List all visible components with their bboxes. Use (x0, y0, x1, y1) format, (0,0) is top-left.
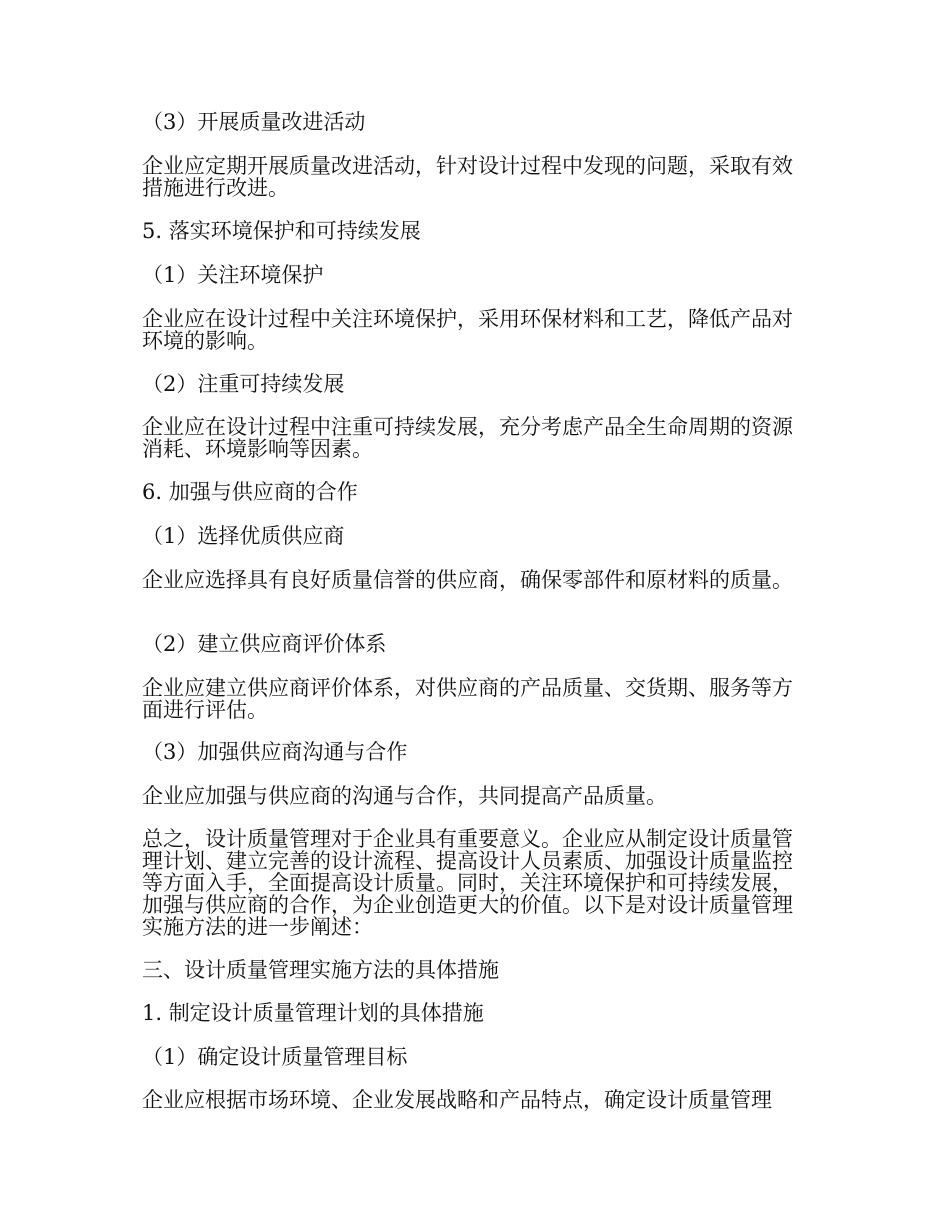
paragraph-summary: 总之，设计质量管理对于企业具有重要意义。企业应从制定设计质量管理计划、建立完善的设计流程、提高设计人员素质、加强设计质量监控等方面入手，全面提高设计质量。同时，关注环境保护和可持续发展，加强与供应商的合作，为企业创造更大的价值。以下是对设计质量管理实施方法的进一步阐述： (142, 827, 793, 939)
subheading-improvement-activities: （3）开展质量改进活动 (142, 110, 366, 134)
paragraph-environment-protection: 企业应在设计过程中关注环境保护，采用环保材料和工艺，降低产品对环境的影响。 (142, 307, 793, 353)
paragraph-supplier-communication: 企业应加强与供应商的沟通与合作，共同提高产品质量。 (142, 784, 667, 808)
paragraph-quality-goals: 企业应根据市场环境、企业发展战略和产品特点，确定设计质量管理 (142, 1088, 772, 1112)
paragraph-improvement-activities: 企业应定期开展质量改进活动，针对设计过程中发现的问题，采取有效措施进行改进。 (142, 154, 793, 200)
subheading-supplier-communication: （3）加强供应商沟通与合作 (142, 740, 408, 764)
paragraph-supplier-evaluation: 企业应建立供应商评价体系，对供应商的产品质量、交货期、服务等方面进行评估。 (142, 676, 793, 722)
heading-plan-measures: 1. 制定设计质量管理计划的具体措施 (142, 1001, 484, 1025)
subheading-environment-protection: （1）关注环境保护 (142, 263, 324, 287)
subheading-sustainability: （2）注重可持续发展 (142, 372, 345, 396)
heading-supplier-cooperation: 6. 加强与供应商的合作 (142, 480, 358, 504)
paragraph-sustainability: 企业应在设计过程中注重可持续发展，充分考虑产品全生命周期的资源消耗、环境影响等因素。 (142, 415, 793, 461)
paragraph-select-suppliers: 企业应选择具有良好质量信誉的供应商，确保零部件和原材料的质量。 (142, 568, 793, 592)
subheading-supplier-evaluation: （2）建立供应商评价体系 (142, 632, 387, 656)
heading-specific-measures: 三、设计质量管理实施方法的具体措施 (142, 958, 499, 982)
subheading-quality-goals: （1）确定设计质量管理目标 (142, 1045, 408, 1069)
subheading-select-suppliers: （1）选择优质供应商 (142, 524, 345, 548)
heading-environment-sustainability: 5. 落实环境保护和可持续发展 (142, 219, 421, 243)
